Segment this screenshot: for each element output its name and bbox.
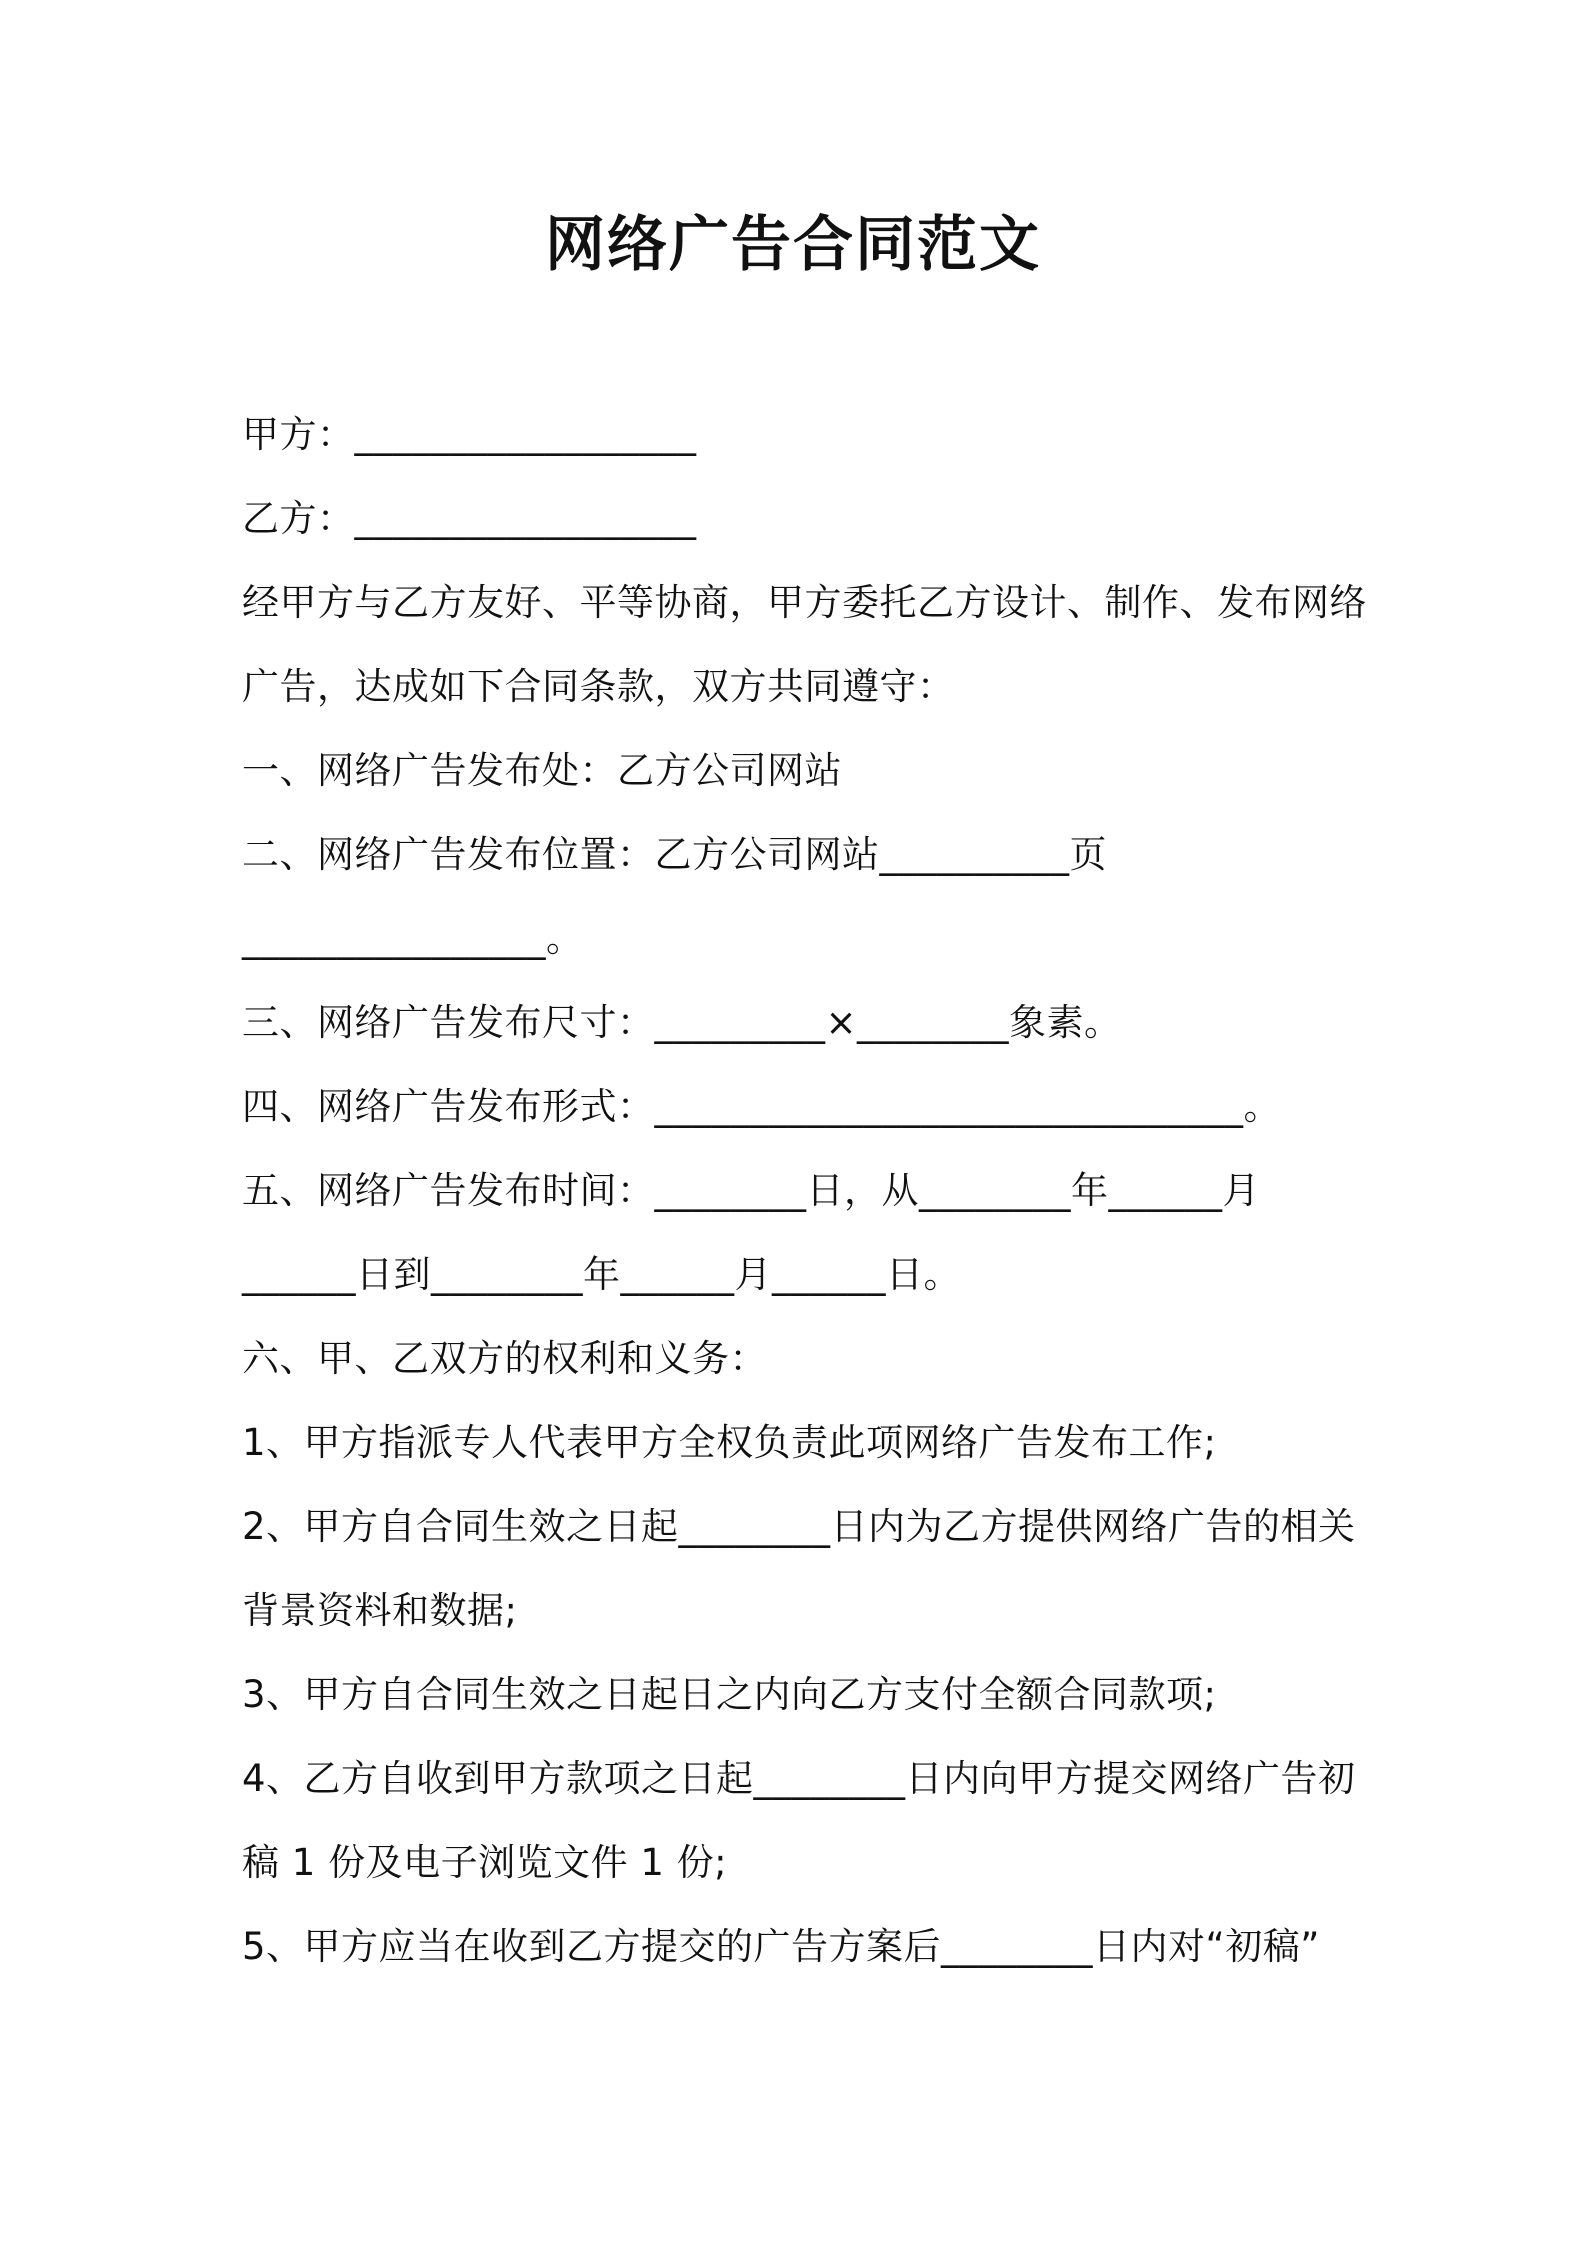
clause-6-heading: 六、甲、乙双方的权利和义务： [242,1337,767,1380]
clause-4-line: 四、网络广告发布形式：_______________________________。 [242,1085,1281,1128]
item-4-line-1: 4、乙方自收到甲方款项之日起________日内向甲方提交网络广告初 [242,1757,1356,1800]
document-title: 网络广告合同范文 [545,210,1041,280]
clause-3-line: 三、网络广告发布尺寸：_________×________象素。 [242,1001,1122,1044]
party-b-line: 乙方：__________________ [242,497,697,540]
preamble-line-1: 经甲方与乙方友好、平等协商，甲方委托乙方设计、制作、发布网络 [242,581,1367,624]
item-2-line-2: 背景资料和数据; [242,1589,518,1632]
party-a-line: 甲方：__________________ [242,413,697,456]
item-5-line-1: 5、甲方应当在收到乙方提交的广告方案后________日内对“初稿” [242,1925,1320,1968]
item-2-line-1: 2、甲方自合同生效之日起________日内为乙方提供网络广告的相关 [242,1505,1356,1548]
item-4-line-2: 稿 1 份及电子浏览文件 1 份; [242,1841,728,1884]
clause-5-line-2: ______日到________年______月______日。 [242,1253,961,1296]
clause-1-line: 一、网络广告发布处：乙方公司网站 [242,749,842,792]
item-3-line: 3、甲方自合同生效之日起日之内向乙方支付全额合同款项; [242,1673,1217,1716]
clause-5-line-1: 五、网络广告发布时间：________日，从________年______月 [242,1169,1260,1212]
preamble-line-2: 广告，达成如下合同条款，双方共同遵守： [242,665,955,708]
clause-2-line-2: ________________。 [242,917,584,960]
item-1-line: 1、甲方指派专人代表甲方全权负责此项网络广告发布工作; [242,1421,1217,1464]
clause-2-line-1: 二、网络广告发布位置：乙方公司网站__________页 [242,833,1107,876]
